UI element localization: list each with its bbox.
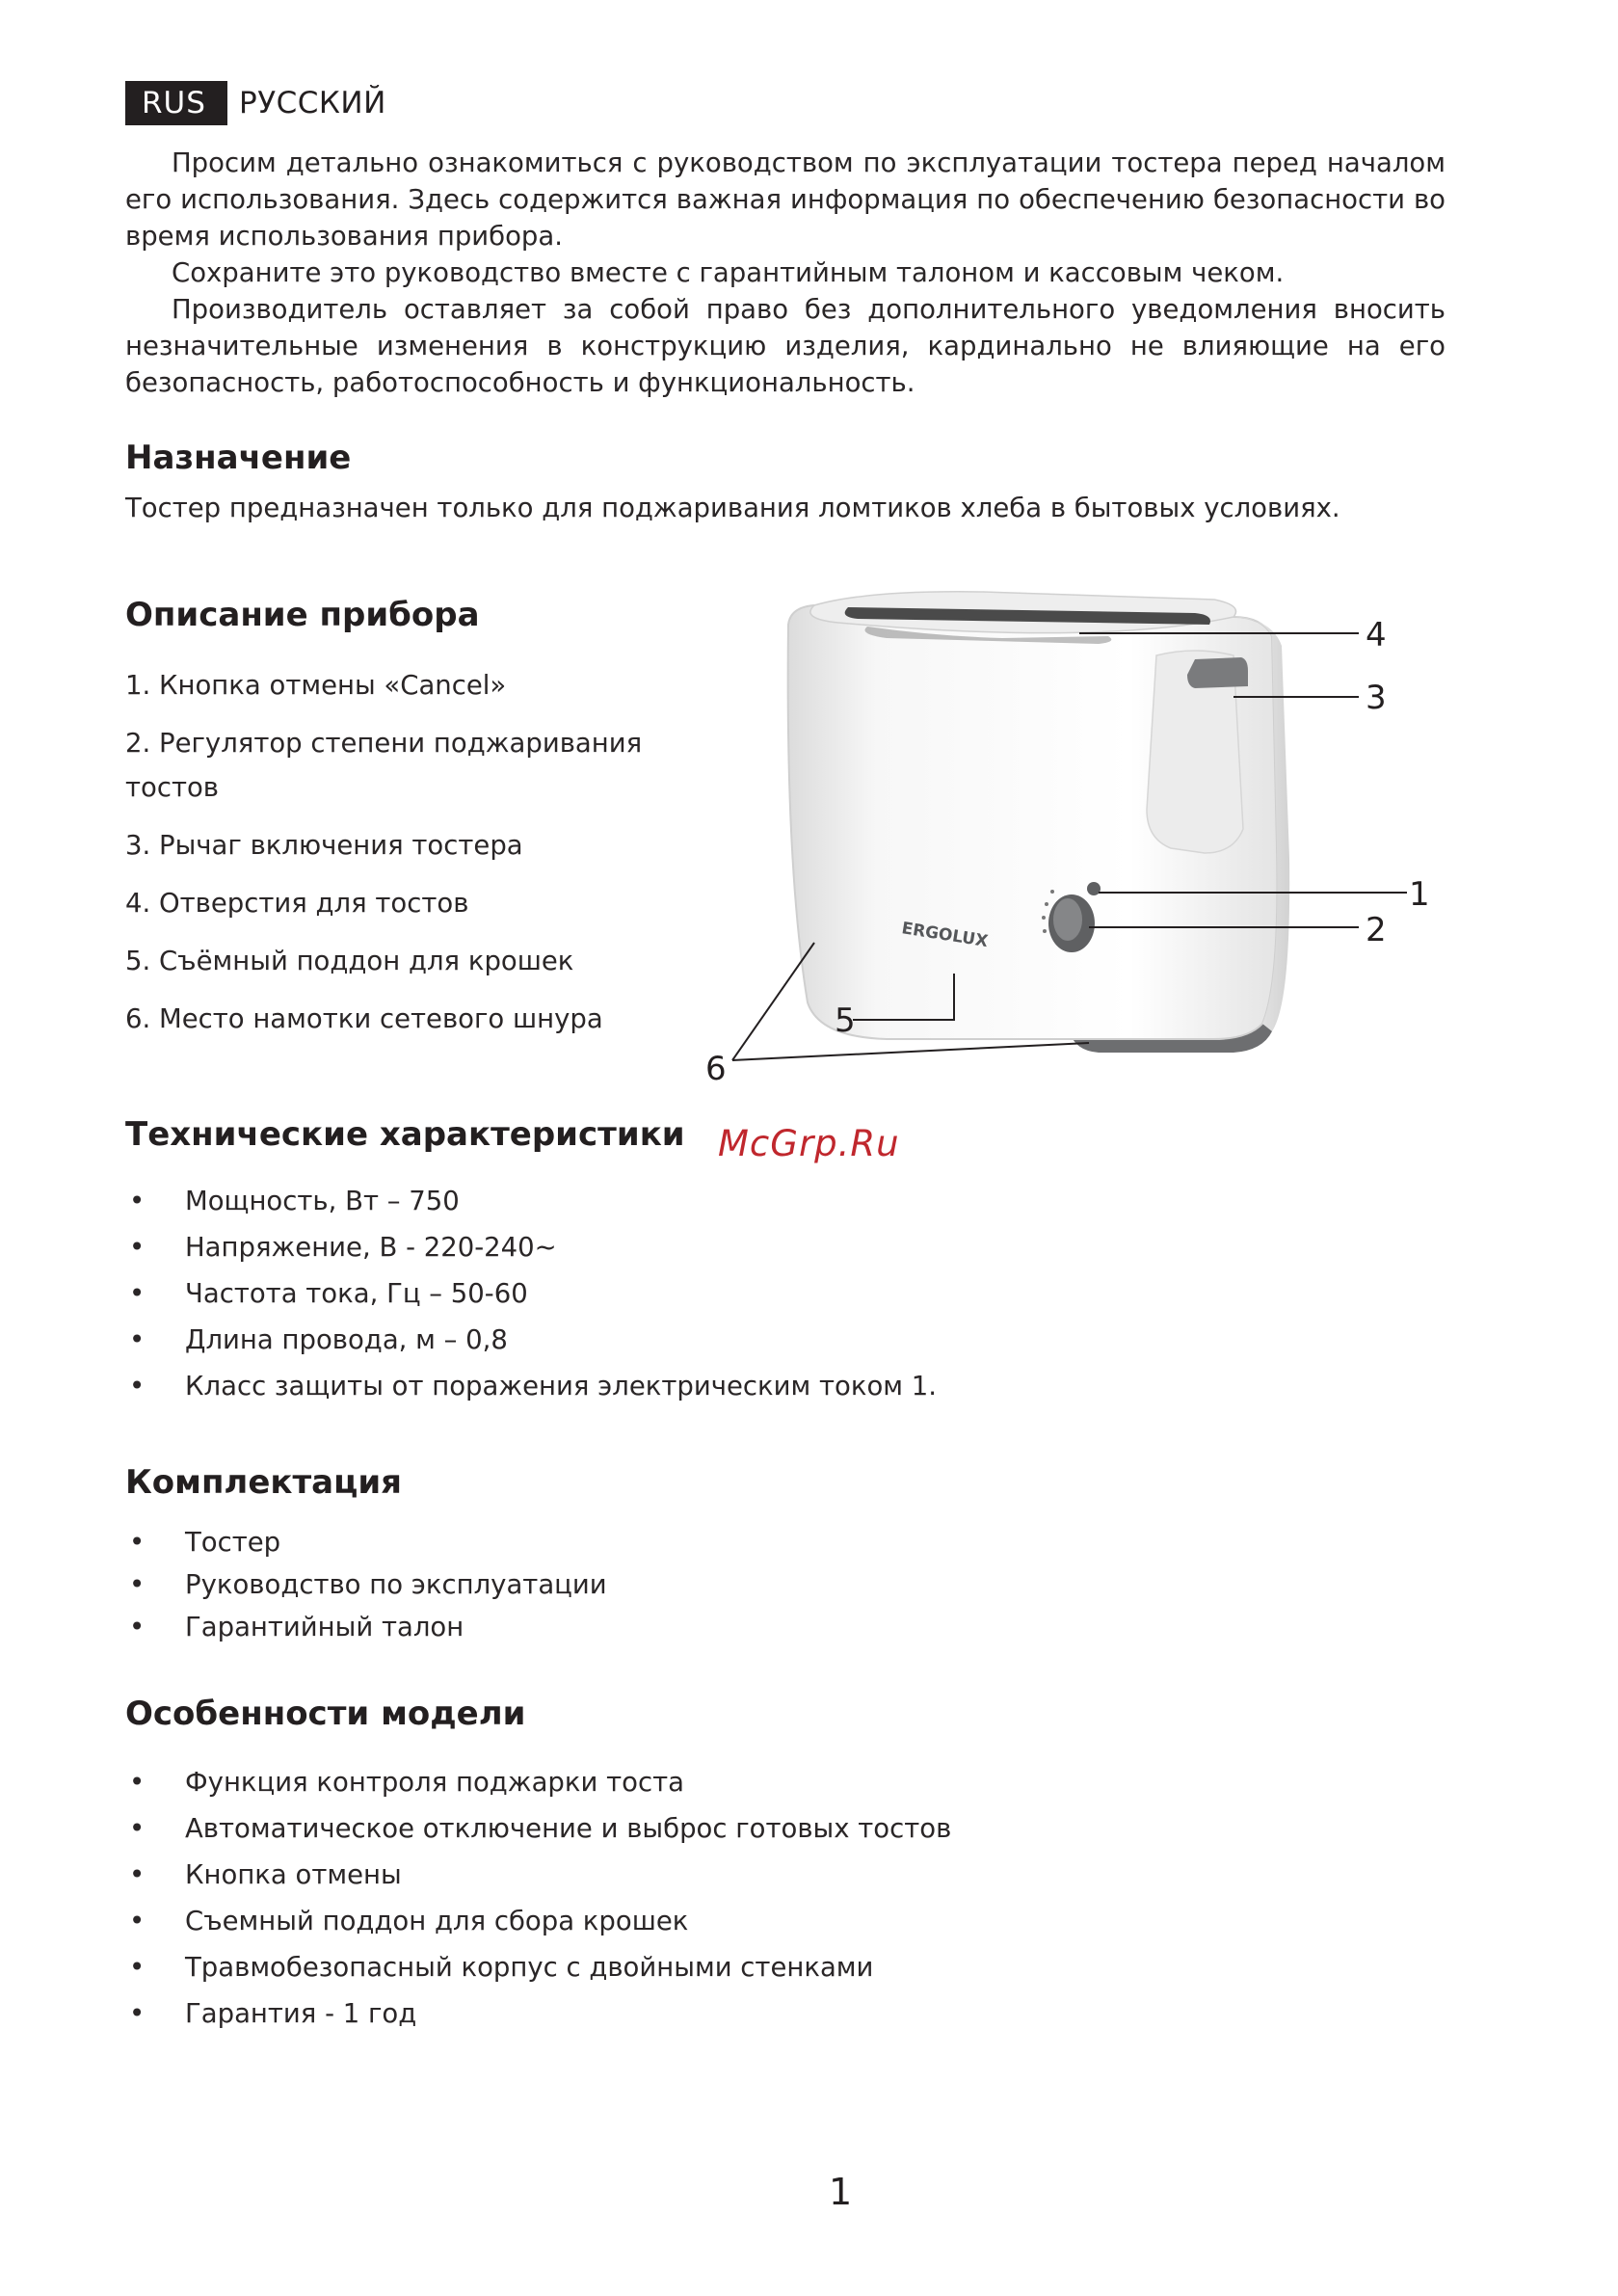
- toaster-figure: [694, 578, 1446, 1099]
- list-item-text: Кнопка отмены: [185, 1859, 402, 1890]
- bullet: •: [129, 1998, 146, 2029]
- list-item-text: Длина провода, м – 0,8: [185, 1324, 508, 1355]
- contents-list: [125, 1521, 607, 1648]
- list-item: 2. Регулятор степени поджаривания тостов: [125, 728, 643, 803]
- list-item: [125, 1805, 951, 1852]
- language-code-badge: RUS: [125, 81, 227, 125]
- list-item-text: Частота тока, Гц – 50-60: [185, 1278, 528, 1309]
- list-item-text: Мощность, Вт – 750: [185, 1186, 460, 1216]
- callout-6: 6: [705, 1050, 727, 1088]
- purpose-text: Тостер предназначен только для поджаривания ломтиков хлеба в бытовых условиях.: [125, 493, 1340, 523]
- specs-list: [125, 1178, 937, 1409]
- intro-paragraph: Производитель оставляет за собой право без дополнительного уведомления вносить незначительные изменения в конструкцию изделия, кардинально не влияющие на его безопасность, работоспособность и функциональность.: [125, 294, 1446, 398]
- section-title-features: Особенности модели: [125, 1695, 526, 1733]
- list-item: [125, 1270, 937, 1317]
- bullet: •: [129, 1186, 146, 1216]
- list-item: [125, 1898, 951, 1944]
- list-item: [125, 1224, 937, 1270]
- callout-4: 4: [1366, 616, 1387, 654]
- lever-icon: [1187, 657, 1248, 688]
- callout-3: 3: [1366, 679, 1387, 717]
- bullet: •: [129, 1612, 146, 1642]
- list-item-text: Тостер: [185, 1527, 281, 1558]
- list-item: [125, 1363, 937, 1409]
- bullet: •: [129, 1324, 146, 1355]
- bullet: •: [129, 1906, 146, 1936]
- list-item: [125, 1606, 607, 1648]
- intro-paragraph: Просим детально ознакомиться с руководством по эксплуатации тостера перед началом его использования. Здесь содержится важная информация по обеспечению безопасности во время использования прибора.: [125, 147, 1446, 252]
- language-name: РУССКИЙ: [239, 86, 386, 120]
- list-item: [125, 1521, 607, 1563]
- toaster-illustration: [694, 578, 1446, 1099]
- section-title-description: Описание прибора: [125, 596, 480, 634]
- callout-2: 2: [1366, 911, 1387, 949]
- list-item-text: Съемный поддон для сбора крошек: [185, 1906, 689, 1936]
- bullet: •: [129, 1767, 146, 1798]
- list-item: 6. Место намотки сетевого шнура: [125, 1003, 603, 1034]
- list-item: [125, 1563, 607, 1606]
- list-item-text: Класс защиты от поражения электрическим током 1.: [185, 1371, 937, 1402]
- list-item-text: Напряжение, В - 220-240~: [185, 1232, 557, 1263]
- section-title-contents: Комплектация: [125, 1463, 402, 1502]
- list-item: 4. Отверстия для тостов: [125, 888, 469, 919]
- language-header: [125, 81, 386, 125]
- cancel-button-icon: [1087, 882, 1101, 895]
- list-item: [125, 1990, 951, 2037]
- bullet: •: [129, 1859, 146, 1890]
- list-item: [125, 1944, 951, 1990]
- list-item: 5. Съёмный поддон для крошек: [125, 946, 574, 976]
- list-item-text: Функция контроля поджарки тоста: [185, 1767, 684, 1798]
- callout-1: 1: [1409, 875, 1430, 914]
- list-item: [125, 1317, 937, 1363]
- section-title-specs: Технические характеристики: [125, 1115, 685, 1154]
- bullet: •: [129, 1527, 146, 1558]
- list-item-text: Гарантийный талон: [185, 1612, 464, 1642]
- watermark: McGrp.Ru: [718, 1123, 900, 1164]
- bullet: •: [129, 1232, 146, 1263]
- list-item-text: Гарантия - 1 год: [185, 1998, 417, 2029]
- intro-paragraph: Сохраните это руководство вместе с гарантийным талоном и кассовым чеком.: [172, 257, 1285, 288]
- list-item-text: Травмобезопасный корпус с двойными стенками: [185, 1952, 874, 1983]
- page-number: 1: [829, 2171, 853, 2213]
- list-item: [125, 1759, 951, 1805]
- list-item: [125, 1852, 951, 1898]
- list-item-text: Автоматическое отключение и выброс готовых тостов: [185, 1813, 952, 1844]
- callout-5: 5: [835, 1001, 856, 1040]
- list-item: 1. Кнопка отмены «Cancel»: [125, 670, 507, 701]
- list-item: 3. Рычаг включения тостера: [125, 830, 523, 861]
- section-title-purpose: Назначение: [125, 439, 352, 477]
- list-item-text: Руководство по эксплуатации: [185, 1569, 607, 1600]
- intro-text: [125, 145, 1446, 401]
- bullet: •: [129, 1569, 146, 1600]
- bullet: •: [129, 1371, 146, 1402]
- brand-logo: ERGOLUX: [900, 919, 990, 952]
- bullet: •: [129, 1278, 146, 1309]
- description-list: [125, 663, 665, 1055]
- features-list: [125, 1759, 951, 2037]
- list-item: [125, 1178, 937, 1224]
- bullet: •: [129, 1952, 146, 1983]
- bullet: •: [129, 1813, 146, 1844]
